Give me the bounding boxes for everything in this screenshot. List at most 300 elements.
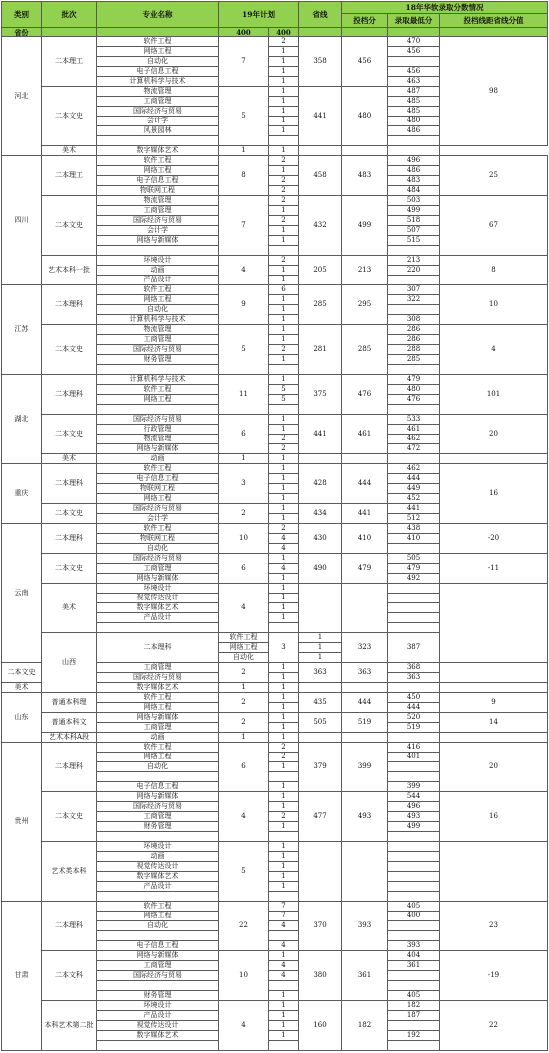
major-cell: 电子信息工程 (97, 782, 219, 792)
min-score-cell: 308 (388, 315, 440, 325)
batch-plan-cell: 2 (219, 504, 269, 524)
diff-cell: 9 (440, 692, 548, 712)
diff-cell: 20 (440, 742, 548, 792)
major-plan-cell: 2 (269, 345, 299, 355)
major-plan-cell: 1 (269, 663, 299, 673)
major-cell: 数字媒体艺术 (97, 871, 219, 881)
major-cell: 电子信息工程 (97, 176, 219, 186)
major-cell: 网络工程 (97, 702, 219, 712)
min-score-cell: 404 (388, 951, 440, 961)
batch-cell: 艺术类本科 (42, 841, 97, 901)
major-cell (97, 404, 219, 414)
batch-cell: 二本理科 (42, 374, 97, 414)
major-cell: 软件工程 (97, 156, 219, 166)
major-plan-cell: 6 (269, 285, 299, 295)
major-plan-cell: 1 (269, 504, 299, 514)
header-2018-scores: 18年华软录取分数情况 (342, 2, 548, 14)
batch-cell: 二本理科 (42, 464, 97, 504)
min-score-cell: 503 (388, 196, 440, 206)
province-line-cell: 490 (299, 553, 342, 583)
major-cell: 软件工程 (97, 464, 219, 474)
min-score-cell (388, 762, 440, 772)
header-major: 专业名称 (97, 2, 219, 28)
min-score-cell: 285 (388, 355, 440, 365)
major-cell: 产品设计 (97, 881, 219, 891)
batch-plan-cell: 10 (219, 951, 269, 1001)
batch-plan-cell: 8 (219, 156, 269, 196)
batch-plan-cell: 4 (219, 255, 269, 285)
min-score-cell: 450 (388, 692, 440, 702)
batch-plan-cell: 5 (219, 841, 269, 901)
table-row (2, 742, 548, 752)
table-row (2, 1000, 548, 1010)
table-row (2, 146, 548, 156)
major-cell: 工商管理 (97, 961, 219, 971)
min-score-cell: 399 (388, 782, 440, 792)
province-cell: 山东 (2, 692, 42, 742)
major-plan-cell: 4 (269, 941, 299, 951)
major-plan-cell: 1 (269, 86, 299, 96)
batch-plan-cell: 2 (219, 663, 269, 683)
major-plan-cell (269, 245, 299, 255)
province-line-cell: 379 (299, 742, 342, 792)
major-plan-cell (269, 364, 299, 374)
major-plan-cell: 7 (269, 911, 299, 921)
major-cell: 工商管理 (97, 96, 219, 106)
batch-plan-cell: 5 (219, 86, 269, 146)
province-line-cell: 281 (299, 325, 342, 375)
table-row (2, 692, 548, 702)
major-plan-cell: 1 (269, 861, 299, 871)
major-cell: 物联网工程 (97, 533, 219, 543)
header-diff: 投档线距省线分值 (440, 14, 548, 28)
table-row (2, 901, 548, 911)
table-row (2, 841, 548, 851)
table-row (2, 196, 548, 206)
batch-cell: 艺术本科A段 (42, 732, 97, 742)
major-cell: 工商管理 (97, 563, 219, 573)
major-plan-cell: 1 (269, 235, 299, 245)
major-cell (97, 364, 219, 374)
major-cell (97, 1040, 219, 1050)
province-line-cell: 434 (299, 504, 342, 524)
min-score-cell: 463 (388, 76, 440, 86)
major-cell: 国际经济与贸易 (97, 553, 219, 563)
diff-cell (440, 732, 548, 742)
min-score-cell: 480 (388, 384, 440, 394)
min-score-cell (388, 841, 440, 851)
major-plan-cell: 1 (269, 374, 299, 384)
major-cell: 软件工程 (97, 285, 219, 295)
major-cell: 网络工程 (97, 166, 219, 176)
major-cell: 产品设计 (97, 1010, 219, 1020)
major-plan-cell: 1 (269, 792, 299, 802)
major-plan-cell (269, 931, 299, 941)
province-line-cell: 380 (299, 951, 342, 1001)
batch-plan-cell: 3 (219, 464, 269, 504)
major-plan-cell: 5 (269, 384, 299, 394)
table-row (2, 285, 548, 295)
batch-cell: 本科艺术第二批 (42, 1000, 97, 1050)
major-cell: 动画 (97, 454, 219, 464)
min-score-cell (388, 871, 440, 881)
min-score-cell: 456 (388, 46, 440, 56)
diff-cell: 98 (440, 37, 548, 146)
batch-cell: 二本文史 (2, 663, 42, 683)
filing-score-cell: 285 (342, 325, 388, 375)
filing-score-cell: 399 (342, 742, 388, 792)
batch-plan-cell: 5 (219, 325, 269, 375)
province-row (2, 28, 548, 37)
table-row (2, 553, 548, 563)
major-cell: 工商管理 (97, 663, 219, 673)
major-plan-cell: 4 (269, 563, 299, 573)
min-score-cell (388, 1040, 440, 1050)
province-cell: 山西 (42, 633, 97, 693)
table-cell (342, 28, 388, 37)
major-plan-cell: 1 (269, 802, 299, 812)
min-score-cell: 520 (388, 712, 440, 722)
filing-score-cell (342, 682, 388, 692)
major-plan-cell: 1 (269, 1010, 299, 1020)
header-plan: 19年计划 (219, 2, 299, 28)
min-score-cell: 505 (388, 553, 440, 563)
batch-cell: 普通本科文 (42, 712, 97, 732)
batch-plan-cell: 4 (219, 1000, 269, 1050)
min-score-cell: 220 (388, 265, 440, 275)
major-cell: 数字媒体艺术 (97, 1030, 219, 1040)
major-cell: 自动化 (219, 653, 269, 663)
batch-plan-cell: 1 (219, 146, 269, 156)
major-plan-cell: 1 (269, 573, 299, 583)
major-plan-cell: 1 (269, 106, 299, 116)
diff-cell: -11 (440, 553, 548, 583)
major-plan-cell: 1 (269, 702, 299, 712)
batch-cell: 二本理科 (97, 633, 219, 663)
filing-score-cell: 476 (342, 374, 388, 414)
major-cell: 产品设计 (97, 275, 219, 285)
batch-cell: 二本文史 (42, 792, 97, 842)
min-score-cell: 444 (388, 474, 440, 484)
min-score-cell: 470 (388, 37, 440, 47)
province-line-cell: 160 (299, 1000, 342, 1050)
major-plan-cell: 1 (269, 146, 299, 156)
major-plan-cell: 1 (269, 335, 299, 345)
major-cell: 国际经济与贸易 (97, 106, 219, 116)
min-score-cell: 405 (388, 991, 440, 1001)
min-score-cell: 393 (388, 941, 440, 951)
batch-plan-cell: 1 (219, 732, 269, 742)
province-line-cell: 323 (342, 633, 388, 663)
table-row (2, 156, 548, 166)
batch-plan-cell: 6 (219, 553, 269, 583)
filing-score-cell (342, 732, 388, 742)
min-score-cell (388, 921, 440, 931)
major-cell: 财务管理 (97, 355, 219, 365)
filing-score-cell: 182 (342, 1000, 388, 1050)
filing-score-cell: 363 (342, 663, 388, 683)
batch-cell: 美术 (2, 682, 42, 692)
major-plan-cell: 1 (269, 553, 299, 563)
major-plan-cell: 1 (269, 66, 299, 76)
batch-cell: 二本理工 (42, 37, 97, 87)
province-line-cell (299, 454, 342, 464)
plan-total: 400 (219, 28, 269, 37)
province-line-cell: 458 (299, 156, 342, 196)
batch-plan-cell: 22 (219, 901, 269, 951)
min-score-cell: 518 (388, 215, 440, 225)
province-cell: 湖北 (2, 374, 42, 463)
major-plan-cell (269, 623, 299, 633)
province-line-cell: 441 (299, 414, 342, 454)
min-score-cell: 307 (388, 285, 440, 295)
major-plan-cell (269, 136, 299, 146)
major-plan-cell: 1 (269, 484, 299, 494)
min-score-cell: 476 (388, 394, 440, 404)
diff-cell: 16 (440, 792, 548, 842)
min-score-cell: 441 (388, 504, 440, 514)
major-cell: 工商管理 (97, 722, 219, 732)
diff-cell (440, 583, 548, 663)
admission-score-table (1, 1, 548, 1051)
major-plan-cell (269, 404, 299, 414)
major-cell: 软件工程 (97, 742, 219, 752)
table-cell (440, 28, 548, 37)
major-plan-cell (269, 1040, 299, 1050)
batch-plan-cell: 4 (219, 792, 269, 842)
min-score-cell: 400 (388, 911, 440, 921)
major-plan-cell: 1 (269, 673, 299, 683)
major-cell (97, 772, 219, 782)
major-cell: 网络与新媒体 (97, 951, 219, 961)
min-score-cell: 363 (388, 673, 440, 683)
batch-cell: 二本理科 (42, 523, 97, 553)
min-score-cell: 486 (388, 166, 440, 176)
min-score-cell (388, 275, 440, 285)
major-cell: 国际经济与贸易 (97, 802, 219, 812)
major-plan-cell: 2 (269, 752, 299, 762)
filing-score-cell: 493 (342, 792, 388, 842)
min-score-cell: 416 (388, 742, 440, 752)
province-cell: 河北 (2, 37, 42, 156)
province-cell: 四川 (2, 156, 42, 285)
min-score-cell: 322 (388, 295, 440, 305)
min-score-cell: 493 (388, 812, 440, 822)
min-score-cell: 452 (388, 494, 440, 504)
major-cell: 物流管理 (97, 434, 219, 444)
filing-score-cell: 410 (342, 523, 388, 553)
batch-plan-cell: 6 (219, 742, 269, 792)
min-score-cell: 519 (388, 722, 440, 732)
diff-cell (440, 841, 548, 901)
filing-score-cell (342, 841, 388, 901)
major-plan-cell: 2 (269, 444, 299, 454)
plan-total: 400 (269, 28, 299, 37)
major-plan-cell: 1 (269, 583, 299, 593)
min-score-cell: 405 (388, 901, 440, 911)
major-plan-cell: 1 (269, 275, 299, 285)
batch-cell: 二本理科 (42, 285, 97, 325)
min-score-cell: 213 (388, 255, 440, 265)
diff-cell: 16 (440, 464, 548, 524)
major-cell: 软件工程 (97, 901, 219, 911)
min-score-cell: 507 (388, 225, 440, 235)
major-plan-cell: 1 (269, 613, 299, 623)
major-cell: 软件工程 (97, 37, 219, 47)
major-plan-cell: 2 (269, 255, 299, 265)
header-row (2, 2, 548, 14)
major-plan-cell: 1 (269, 315, 299, 325)
major-plan-cell: 1 (299, 643, 342, 653)
major-cell: 环境设计 (97, 255, 219, 265)
batch-plan-cell: 10 (219, 523, 269, 553)
major-plan-cell: 2 (269, 156, 299, 166)
batch-cell: 二本理科 (42, 742, 97, 792)
min-score-cell: 187 (388, 1010, 440, 1020)
major-cell: 国际经济与贸易 (97, 345, 219, 355)
batch-cell: 二本文科 (42, 951, 97, 1001)
major-cell: 电子信息工程 (97, 66, 219, 76)
province-line-cell: 432 (299, 196, 342, 256)
min-score-cell (388, 56, 440, 66)
min-score-cell (388, 364, 440, 374)
major-cell: 数字媒体艺术 (97, 146, 219, 156)
major-cell: 网络工程 (97, 752, 219, 762)
min-score-cell: 496 (388, 156, 440, 166)
min-score-cell (388, 305, 440, 315)
major-plan-cell: 1 (269, 991, 299, 1001)
batch-cell: 艺术本科一批 (42, 255, 97, 285)
province-cell: 甘肃 (2, 901, 42, 1050)
min-score-cell: 492 (388, 573, 440, 583)
major-plan-cell: 1 (269, 732, 299, 742)
major-plan-cell: 1 (269, 692, 299, 702)
diff-cell: 101 (440, 374, 548, 414)
major-cell (97, 931, 219, 941)
batch-cell: 美术 (42, 454, 97, 464)
min-score-cell: 485 (388, 96, 440, 106)
min-score-cell (388, 1020, 440, 1030)
province-line-cell: 505 (299, 712, 342, 732)
table-row (2, 951, 548, 961)
major-cell: 国际经济与贸易 (97, 215, 219, 225)
major-cell: 自动化 (97, 921, 219, 931)
diff-cell: 67 (440, 196, 548, 256)
table-row (2, 523, 548, 533)
major-cell: 环境设计 (97, 841, 219, 851)
major-plan-cell: 1 (269, 295, 299, 305)
major-plan-cell: 1 (269, 46, 299, 56)
batch-plan-cell: 7 (219, 37, 269, 87)
min-score-cell: 456 (388, 66, 440, 76)
table-row (2, 255, 548, 265)
batch-plan-cell: 4 (219, 583, 269, 633)
min-score-cell: 449 (388, 484, 440, 494)
province-line-cell: 370 (299, 901, 342, 951)
major-cell: 网络工程 (97, 295, 219, 305)
min-score-cell: 401 (388, 752, 440, 762)
batch-cell: 二本文史 (42, 553, 97, 583)
min-score-cell: 544 (388, 792, 440, 802)
diff-cell: 10 (440, 285, 548, 325)
header-filing-score: 投档分 (342, 14, 388, 28)
major-plan-cell: 2 (269, 196, 299, 206)
major-cell (97, 832, 219, 842)
major-cell: 网络与新媒体 (97, 712, 219, 722)
province-line-cell (299, 841, 342, 901)
major-cell (97, 136, 219, 146)
major-plan-cell: 1 (269, 265, 299, 275)
major-cell: 物联网工程 (97, 186, 219, 196)
major-cell: 财务管理 (97, 822, 219, 832)
major-cell: 网络与新媒体 (97, 235, 219, 245)
min-score-cell (388, 682, 440, 692)
min-score-cell: 286 (388, 335, 440, 345)
province-line-cell: 430 (299, 523, 342, 553)
min-score-cell: 288 (388, 345, 440, 355)
major-cell: 自动化 (97, 305, 219, 315)
batch-cell: 二本理科 (42, 901, 97, 951)
min-score-cell (388, 931, 440, 941)
min-score-cell (388, 981, 440, 991)
min-score-cell (388, 613, 440, 623)
major-cell: 数字媒体艺术 (97, 682, 219, 692)
filing-score-cell: 441 (342, 504, 388, 524)
min-score-cell (388, 583, 440, 593)
diff-cell: -19 (440, 951, 548, 1001)
batch-cell: 二本文史 (42, 86, 97, 146)
major-plan-cell: 4 (269, 533, 299, 543)
major-cell: 计算机科学与技术 (97, 315, 219, 325)
batch-plan-cell: 6 (219, 414, 269, 454)
diff-cell: 14 (440, 712, 548, 732)
major-cell: 会计学 (97, 116, 219, 126)
filing-score-cell: 361 (342, 951, 388, 1001)
major-plan-cell (269, 772, 299, 782)
min-score-cell: 479 (388, 563, 440, 573)
province-line-cell: 477 (299, 792, 342, 842)
header-category: 类别 (2, 2, 42, 28)
major-cell: 动画 (97, 851, 219, 861)
major-plan-cell: 1 (269, 464, 299, 474)
filing-score-cell: 213 (342, 255, 388, 285)
major-cell: 电子信息工程 (97, 941, 219, 951)
major-plan-cell: 1 (269, 841, 299, 851)
province-cell: 贵州 (2, 742, 42, 901)
major-cell: 工商管理 (97, 335, 219, 345)
major-plan-cell: 1 (269, 1000, 299, 1010)
province-line-cell: 435 (299, 692, 342, 712)
batch-plan-cell: 1 (219, 454, 269, 464)
major-plan-cell: 1 (269, 722, 299, 732)
min-score-cell: 496 (388, 802, 440, 812)
diff-cell: 20 (440, 414, 548, 454)
major-cell: 自动化 (97, 543, 219, 553)
diff-cell (440, 682, 548, 692)
filing-score-cell: 519 (342, 712, 388, 732)
major-plan-cell: 1 (269, 593, 299, 603)
major-plan-cell: 1 (269, 56, 299, 66)
major-plan-cell (269, 832, 299, 842)
min-score-cell: 438 (388, 523, 440, 533)
major-plan-cell: 1 (269, 682, 299, 692)
filing-score-cell: 479 (342, 553, 388, 583)
min-score-cell (388, 146, 440, 156)
diff-cell: 25 (440, 156, 548, 196)
major-cell: 计算机科学与技术 (97, 374, 219, 384)
major-cell: 软件工程 (97, 692, 219, 702)
major-plan-cell: 1 (269, 762, 299, 772)
